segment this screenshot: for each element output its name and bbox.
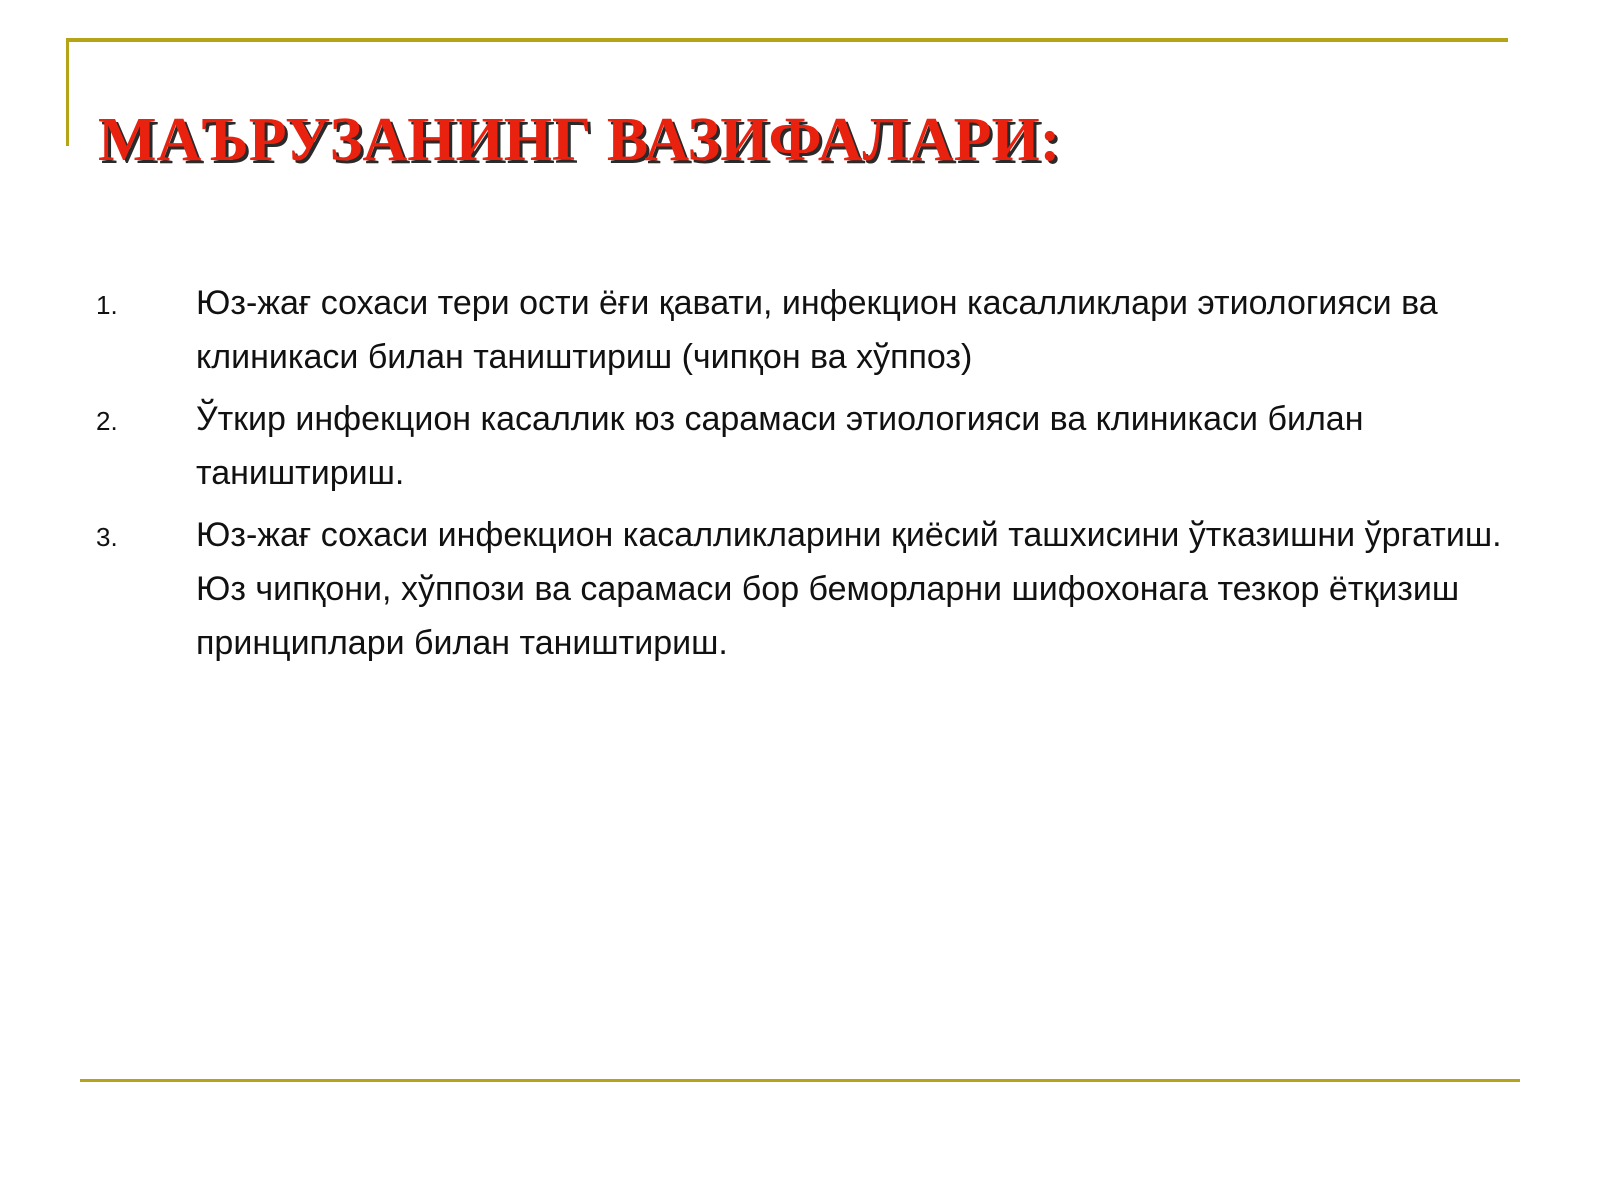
list-item-number: 2. <box>96 406 118 436</box>
list-item-text: Ўткир инфекцион касаллик юз сарамаси этиологияси ва клиникаси билан таништириш. <box>196 400 1364 492</box>
list-item <box>96 508 1526 670</box>
list-item <box>96 392 1526 500</box>
bottom-rule <box>80 1079 1520 1082</box>
list-item <box>96 276 1526 384</box>
task-list <box>96 276 1526 678</box>
list-item-number: 1. <box>96 290 118 320</box>
list-item-text: Юз-жағ сохаси тери ости ёғи қавати, инфекцион касалликлари этиологияси ва клиникаси билан таништириш (чипқон ва хўппоз) <box>196 284 1438 376</box>
list-item-number: 3. <box>96 522 118 552</box>
top-rule <box>66 38 1508 42</box>
list-item-text: Юз-жағ сохаси инфекцион касалликларини қиёсий ташхисини ўтказишни ўргатиш. Юз чипқони, хўппози ва сарамаси бор беморларни шифохонага тезкор ётқизиш принциплари билан таништириш. <box>196 516 1502 662</box>
slide-title: МАЪРУЗАНИНГ ВАЗИФАЛАРИ: <box>98 106 1061 174</box>
left-rule <box>66 38 69 146</box>
